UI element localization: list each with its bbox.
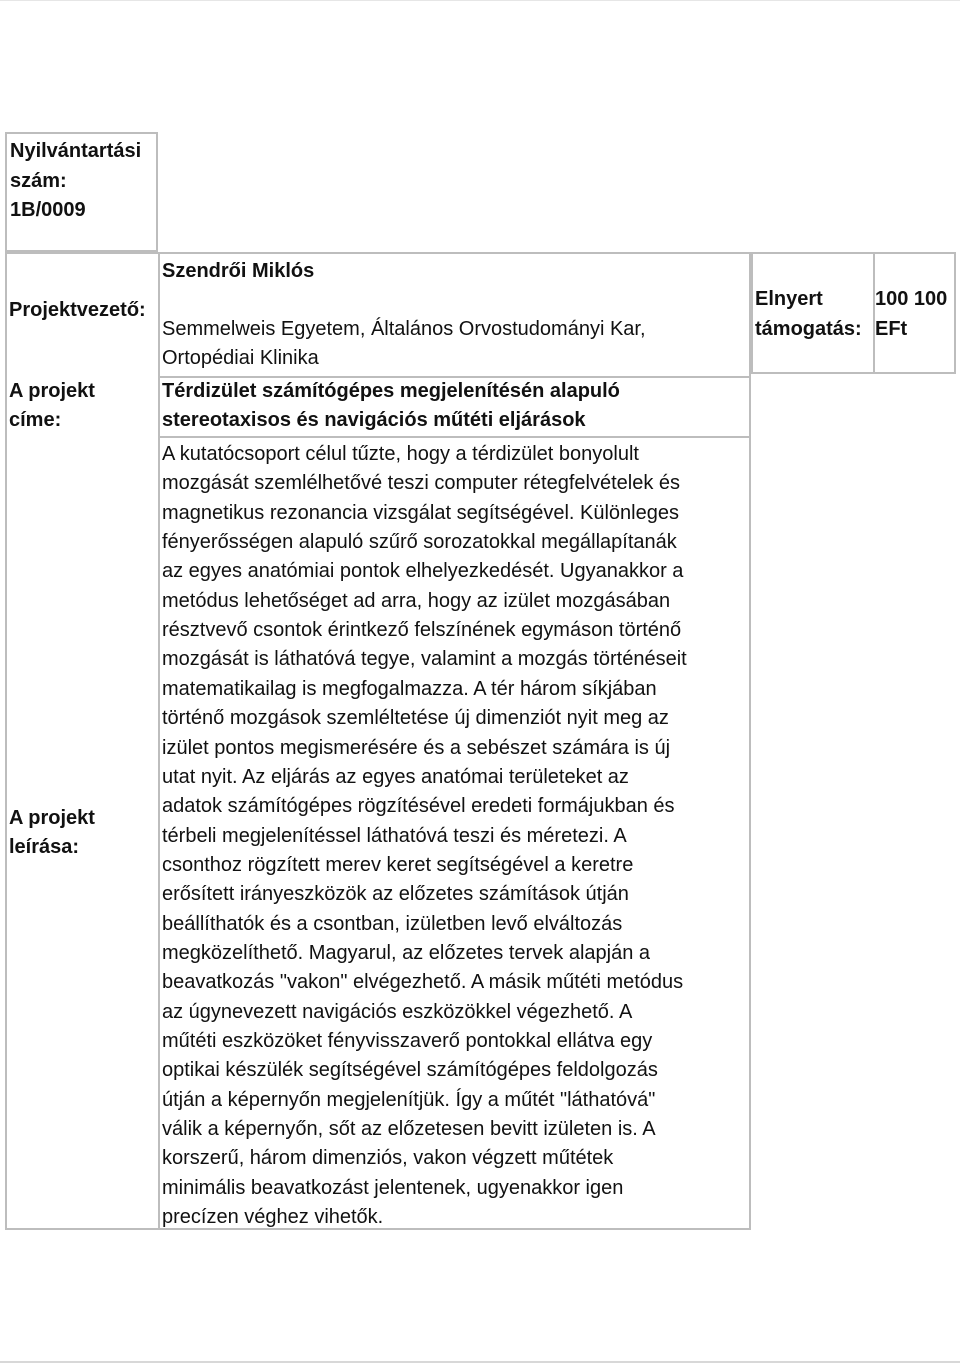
description-line: válik a képernyőn, sőt az előzetesen bevitt izületen is. A bbox=[162, 1118, 656, 1141]
description-line: minimális beavatkozást jelentenek, ugyenakkor igen bbox=[162, 1176, 624, 1199]
description-line: útján a képernyőn megjelenítjük. Így a műtét "láthatóvá" bbox=[162, 1088, 656, 1111]
project-description-label-2: leírása: bbox=[9, 836, 80, 858]
funding-label-2: támogatás: bbox=[755, 318, 862, 340]
description-line: műtéti eszközöket fényvisszaverő pontokkal ellátva egy bbox=[162, 1030, 653, 1052]
project-lead-institution-1: Semmelweis Egyetem, Általános Orvostudományi Kar, bbox=[162, 318, 646, 340]
description-line: matematikailag is megfogalmazza. A tér három síkjában bbox=[162, 677, 657, 700]
project-description-label-1: A projekt bbox=[9, 807, 95, 829]
description-line: precízen véghez vihetők. bbox=[162, 1206, 384, 1229]
description-line: beállíthatók és a csontban, izületben levő elváltozás bbox=[162, 912, 623, 935]
description-line: metódus lehetőséget ad arra, hogy az izület mozgásában bbox=[162, 589, 671, 612]
page-bottom-rule bbox=[0, 1361, 960, 1363]
project-title-line-2: stereotaxisos és navigációs műtéti eljárások bbox=[162, 409, 586, 431]
project-title-line-1: Térdizület számítógépes megjelenítésén alapuló bbox=[162, 380, 620, 402]
column-divider bbox=[158, 254, 160, 1228]
project-title-label-1: A projekt bbox=[9, 380, 95, 402]
funding-amount-1: 100 100 bbox=[875, 288, 948, 310]
description-line: résztvevő csontok érintkező felszínének egymáson történő bbox=[162, 619, 682, 642]
registration-box bbox=[5, 132, 158, 252]
project-table bbox=[5, 252, 751, 1230]
description-line: történő mozgások szemléltetése új dimenziót nyit meg az bbox=[162, 707, 669, 730]
description-line: az egyes anatómiai pontok elhelyezkedését. Ugyanakkor a bbox=[162, 560, 684, 583]
description-line: csonthoz rögzített merev keret segítségével a keretre bbox=[162, 853, 634, 876]
description-line: A kutatócsoport célul tűzte, hogy a térdizület bonyolult bbox=[162, 443, 639, 465]
description-line: fényerősségen alapuló szűrő sorozatokkal megállapítanák bbox=[162, 531, 677, 554]
description-line: beavatkozás "vakon" elvégezhető. A másik műtéti metódus bbox=[162, 971, 684, 994]
funding-label-1: Elnyert bbox=[755, 288, 823, 310]
description-line: megközelíthető. Magyarul, az előzetes tervek alapján a bbox=[162, 941, 651, 964]
description-line: magnetikus rezonancia vizsgálat segítségével. Különleges bbox=[162, 501, 679, 524]
page-top-rule bbox=[0, 0, 960, 1]
description-line: izület pontos megismerésére és a sebészet számára is új bbox=[162, 736, 671, 759]
project-lead-label: Projektvezető: bbox=[9, 299, 146, 321]
funding-box bbox=[751, 252, 956, 374]
description-line: korszerű, három dimenziós, vakon végzett műtétek bbox=[162, 1147, 614, 1170]
row-divider-2 bbox=[158, 436, 749, 438]
project-lead-institution-2: Ortopédiai Klinika bbox=[162, 347, 319, 369]
funding-amount-2: EFt bbox=[875, 318, 908, 340]
registration-number: 1B/0009 bbox=[10, 199, 86, 221]
description-line: mozgását is láthatóvá tegye, valamint a mozgás történéseit bbox=[162, 648, 687, 671]
description-line: az úgynevezett navigációs eszközökkel végezhető. A bbox=[162, 1000, 633, 1023]
description-line: adatok számítógépes rögzítésével eredeti formájukban és bbox=[162, 795, 675, 818]
project-title-label-2: címe: bbox=[9, 409, 62, 431]
description-line: erősített irányeszközök az előzetes számítások útján bbox=[162, 883, 629, 906]
project-lead-name: Szendrői Miklós bbox=[162, 260, 315, 282]
registration-label: Nyilvántartási szám: bbox=[10, 140, 142, 192]
description-line: térbeli megjelenítéssel láthatóvá teszi és méretezi. A bbox=[162, 824, 627, 847]
description-line: optikai készülék segítségével számítógépes feldolgozás bbox=[162, 1059, 658, 1082]
description-line: utat nyit. Az eljárás az egyes anatómai területeket az bbox=[162, 765, 629, 788]
description-line: mozgását szemlélhetővé teszi computer rétegfelvételek és bbox=[162, 472, 681, 495]
